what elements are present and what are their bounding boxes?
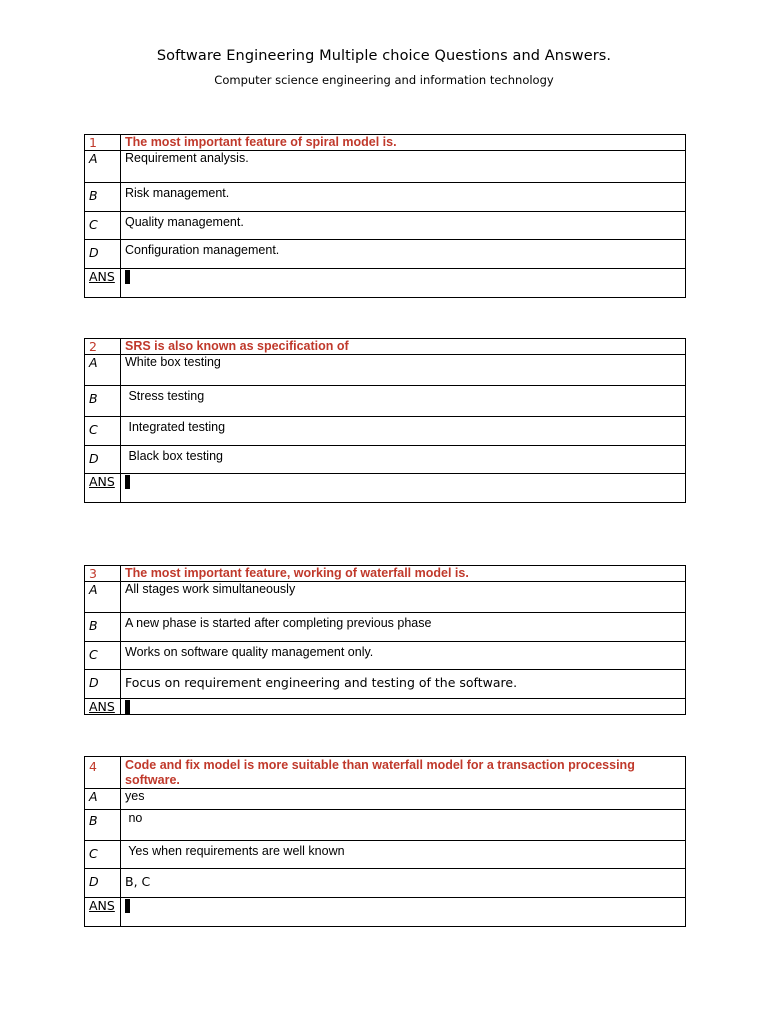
answer-row [85,269,686,298]
option-label: A [85,789,121,810]
option-text: Risk management. [121,183,686,212]
option-text: All stages work simultaneously [121,582,686,613]
option-label: B [85,386,121,417]
question-text: The most important feature of spiral model is. [121,135,686,151]
option-text: Stress testing [121,386,686,417]
cursor-mark [125,899,130,913]
question-text: Code and fix model is more suitable than waterfall model for a transaction processing software. [121,757,686,789]
option-row-c [85,841,686,869]
option-label: A [85,355,121,386]
option-text: no [121,810,686,841]
option-label: D [85,670,121,699]
option-text: Requirement analysis. [121,151,686,183]
question-row [85,135,686,151]
option-row-d [85,670,686,699]
option-text: A new phase is started after completing previous phase [121,613,686,642]
answer-row [85,474,686,503]
option-row-c [85,212,686,240]
answer-row [85,699,686,715]
document-title: Software Engineering Multiple choice Questions and Answers. [156,48,612,64]
option-label: A [85,151,121,183]
option-row-a [85,789,686,810]
question-table-4 [84,756,686,927]
document-subtitle: Computer science engineering and information technology [214,73,554,87]
question-table-3 [84,565,686,715]
option-row-d [85,869,686,898]
option-text: B, C [121,869,686,898]
option-label: D [85,869,121,898]
option-label: C [85,212,121,240]
option-label: B [85,613,121,642]
answer-cell[interactable] [121,269,686,298]
cursor-mark [125,700,130,714]
option-text: yes [121,789,686,810]
answer-cell[interactable] [121,699,686,715]
answer-row [85,898,686,927]
option-row-b [85,183,686,212]
option-row-a [85,151,686,183]
option-text: Yes when requirements are well known [121,841,686,869]
option-text: Works on software quality management only. [121,642,686,670]
option-text: White box testing [121,355,686,386]
answer-label: ANS [85,898,121,927]
option-text: Quality management. [121,212,686,240]
question-table-1 [84,134,686,298]
question-row [85,757,686,789]
option-text: Configuration management. [121,240,686,269]
option-row-d [85,240,686,269]
option-label: A [85,582,121,613]
cursor-mark [125,270,130,284]
option-row-c [85,642,686,670]
option-row-b [85,810,686,841]
option-text: Focus on requirement engineering and testing of the software. [121,670,686,699]
option-label: C [85,841,121,869]
question-row [85,566,686,582]
answer-label: ANS [85,474,121,503]
answer-cell[interactable] [121,474,686,503]
option-row-b [85,386,686,417]
answer-label: ANS [85,269,121,298]
option-label: C [85,642,121,670]
question-table-2 [84,338,686,503]
option-label: B [85,810,121,841]
question-text: The most important feature, working of waterfall model is. [121,566,686,582]
option-label: B [85,183,121,212]
option-row-d [85,446,686,474]
option-text: Black box testing [121,446,686,474]
question-number: 4 [85,757,121,789]
answer-cell[interactable] [121,898,686,927]
question-number: 3 [85,566,121,582]
option-label: C [85,417,121,446]
option-label: D [85,240,121,269]
question-number: 1 [85,135,121,151]
option-row-b [85,613,686,642]
option-text: Integrated testing [121,417,686,446]
option-label: D [85,446,121,474]
question-text: SRS is also known as specification of [121,339,686,355]
option-row-a [85,355,686,386]
cursor-mark [125,475,130,489]
option-row-a [85,582,686,613]
option-row-c [85,417,686,446]
answer-label: ANS [85,699,121,715]
question-number: 2 [85,339,121,355]
question-row [85,339,686,355]
